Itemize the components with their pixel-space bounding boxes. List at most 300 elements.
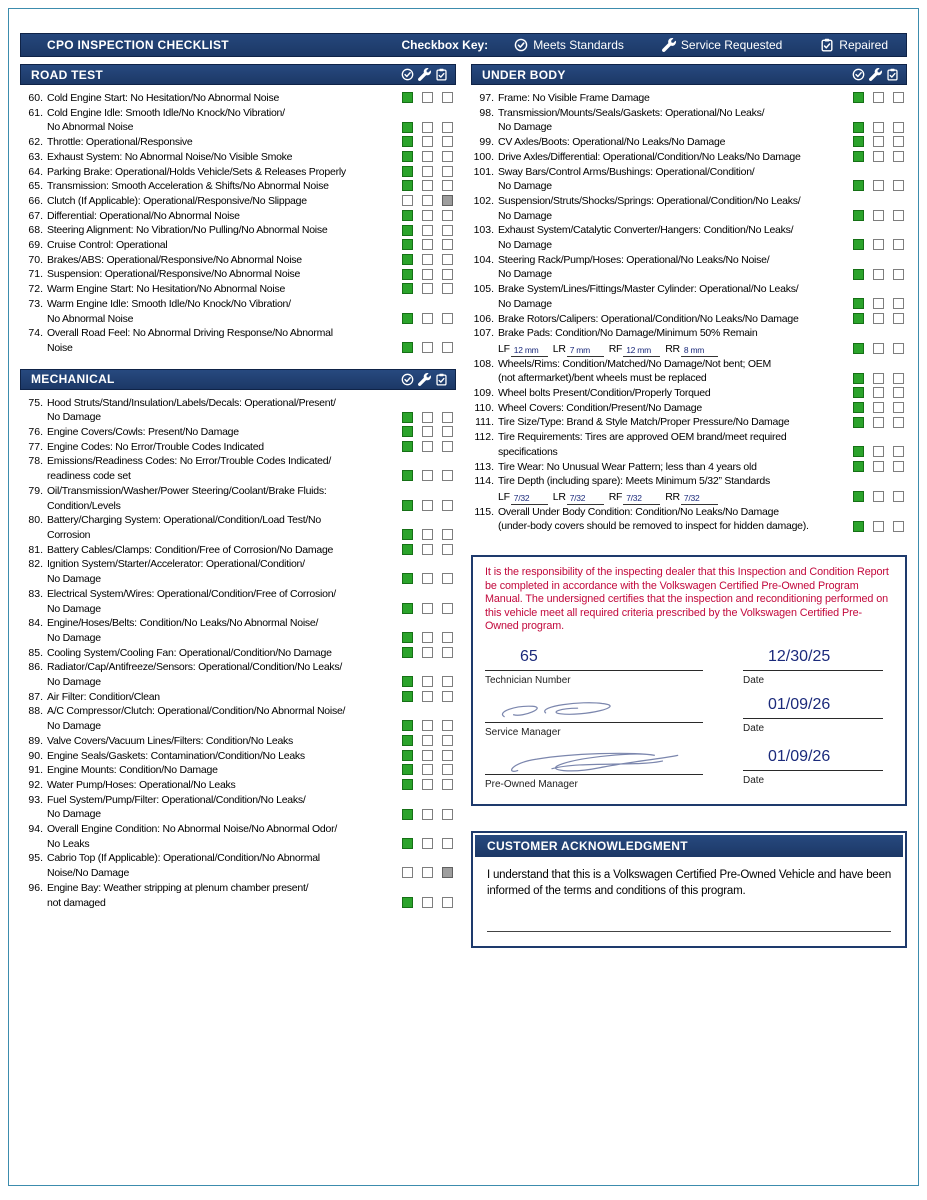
checkbox-service-requested[interactable] bbox=[422, 544, 433, 555]
checklist-item bbox=[471, 460, 907, 475]
technician-number-value[interactable]: 65 bbox=[520, 648, 538, 666]
right-column bbox=[471, 64, 907, 948]
clipboard-check-icon bbox=[886, 68, 899, 81]
item-number: 108. bbox=[473, 357, 494, 370]
checkbox-repaired[interactable] bbox=[893, 313, 904, 324]
technician-number-line bbox=[485, 670, 703, 671]
item-checkboxes bbox=[402, 210, 453, 221]
item-number: 90. bbox=[28, 749, 43, 762]
checkbox-repaired[interactable] bbox=[893, 239, 904, 250]
checkbox-repaired[interactable] bbox=[442, 426, 453, 437]
checkbox-meets-standards[interactable] bbox=[402, 269, 413, 280]
service-manager-signature[interactable] bbox=[485, 696, 703, 722]
item-checkboxes bbox=[402, 313, 453, 324]
checklist-item bbox=[20, 646, 456, 661]
checkbox-repaired[interactable] bbox=[893, 92, 904, 103]
checkbox-service-requested[interactable] bbox=[422, 897, 433, 908]
checkbox-meets-standards[interactable] bbox=[402, 838, 413, 849]
check-circle-icon bbox=[401, 373, 414, 386]
item-number: 113. bbox=[474, 460, 494, 473]
checkbox-meets-standards[interactable] bbox=[402, 529, 413, 540]
item-text: Battery Cables/Clamps: Condition/Free of Corrosion/No Damage bbox=[47, 543, 334, 556]
section-header-icons bbox=[401, 68, 448, 81]
checkbox-service-requested[interactable] bbox=[873, 239, 884, 250]
item-number: 68. bbox=[28, 224, 43, 237]
left-column bbox=[20, 64, 456, 948]
checkbox-repaired[interactable] bbox=[442, 122, 453, 133]
checkbox-meets-standards[interactable] bbox=[402, 779, 413, 790]
checkbox-repaired[interactable] bbox=[442, 764, 453, 775]
checkbox-meets-standards[interactable] bbox=[402, 735, 413, 746]
item-text: Fuel System/Pump/Filter: Operational/Condition/No Leaks/ No Damage bbox=[47, 793, 306, 821]
key-repaired bbox=[820, 38, 888, 52]
checkbox-service-requested[interactable] bbox=[422, 735, 433, 746]
checkbox-service-requested[interactable] bbox=[422, 838, 433, 849]
item-number: 95. bbox=[28, 852, 43, 865]
checkbox-meets-standards[interactable] bbox=[402, 180, 413, 191]
checkbox-repaired[interactable] bbox=[442, 195, 453, 206]
item-checkboxes bbox=[402, 720, 453, 731]
item-checkboxes bbox=[853, 92, 904, 103]
checkbox-service-requested[interactable] bbox=[422, 426, 433, 437]
checkbox-meets-standards[interactable] bbox=[402, 92, 413, 103]
checkbox-meets-standards[interactable] bbox=[402, 313, 413, 324]
item-number: 101. bbox=[473, 165, 494, 178]
checkbox-repaired[interactable] bbox=[442, 691, 453, 702]
checklist-item bbox=[471, 430, 907, 459]
checkbox-repaired[interactable] bbox=[442, 603, 453, 614]
check-circle-icon bbox=[852, 68, 865, 81]
item-checkboxes bbox=[402, 529, 453, 540]
checkbox-meets-standards[interactable] bbox=[402, 764, 413, 775]
item-text: Transmission/Mounts/Seals/Gaskets: Operational/No Leaks/ No Damage bbox=[498, 106, 765, 134]
checkbox-repaired[interactable] bbox=[893, 461, 904, 472]
checkbox-repaired[interactable] bbox=[893, 417, 904, 428]
checkbox-service-requested[interactable] bbox=[422, 313, 433, 324]
checkbox-meets-standards[interactable] bbox=[853, 521, 864, 532]
customer-acknowledgment-header: CUSTOMER ACKNOWLEDGMENT bbox=[475, 835, 903, 857]
checkbox-service-requested[interactable] bbox=[873, 402, 884, 413]
checkbox-repaired[interactable] bbox=[442, 573, 453, 584]
check-circle-icon bbox=[401, 68, 414, 81]
item-number: 98. bbox=[479, 106, 494, 119]
checkbox-meets-standards[interactable] bbox=[402, 254, 413, 265]
item-number: 111. bbox=[475, 416, 494, 429]
checkbox-service-requested[interactable] bbox=[422, 166, 433, 177]
measurement-value[interactable]: 7/32 bbox=[511, 493, 548, 505]
item-checkboxes bbox=[402, 838, 453, 849]
checkbox-service-requested[interactable] bbox=[873, 417, 884, 428]
checkbox-meets-standards[interactable] bbox=[402, 426, 413, 437]
checkbox-service-requested[interactable] bbox=[422, 809, 433, 820]
item-checkboxes bbox=[402, 867, 453, 878]
checkbox-meets-standards[interactable] bbox=[402, 195, 413, 206]
item-text: Warm Engine Start: No Hesitation/No Abnormal Noise bbox=[47, 283, 286, 296]
checkbox-service-requested[interactable] bbox=[422, 195, 433, 206]
checkbox-repaired[interactable] bbox=[893, 151, 904, 162]
checkbox-service-requested[interactable] bbox=[422, 239, 433, 250]
measurement-value[interactable]: 12 mm bbox=[623, 345, 660, 357]
checkbox-repaired[interactable] bbox=[893, 122, 904, 133]
checkbox-service-requested[interactable] bbox=[422, 151, 433, 162]
checkbox-repaired[interactable] bbox=[442, 632, 453, 643]
measurement-label: LR bbox=[552, 490, 566, 503]
checkbox-repaired[interactable] bbox=[442, 470, 453, 481]
checklist-item bbox=[471, 135, 907, 150]
checkbox-meets-standards[interactable] bbox=[853, 313, 864, 324]
item-text: Frame: No Visible Frame Damage bbox=[498, 92, 650, 104]
checklist-item bbox=[471, 282, 907, 311]
item-text: Electrical System/Wires: Operational/Condition/Free of Corrosion/ No Damage bbox=[47, 587, 336, 615]
checklist-item bbox=[20, 396, 456, 425]
mechanical-items bbox=[20, 390, 456, 911]
item-number: 103. bbox=[473, 224, 494, 237]
measurement-value[interactable]: 12 mm bbox=[511, 345, 548, 357]
checkbox-repaired[interactable] bbox=[893, 136, 904, 147]
item-text: Emissions/Readiness Codes: No Error/Trouble Codes Indicated/ readiness code set bbox=[47, 455, 331, 483]
item-number: 93. bbox=[28, 793, 43, 806]
checkbox-service-requested[interactable] bbox=[422, 412, 433, 423]
checkbox-repaired[interactable] bbox=[442, 313, 453, 324]
checkbox-service-requested[interactable] bbox=[422, 764, 433, 775]
checkbox-service-requested[interactable] bbox=[422, 573, 433, 584]
checkbox-service-requested[interactable] bbox=[873, 446, 884, 457]
item-checkboxes bbox=[402, 764, 453, 775]
checklist-item bbox=[20, 106, 456, 135]
checkbox-repaired[interactable] bbox=[442, 136, 453, 147]
checkbox-meets-standards[interactable] bbox=[853, 92, 864, 103]
item-number: 65. bbox=[28, 180, 43, 193]
checkbox-service-requested[interactable] bbox=[422, 720, 433, 731]
checkbox-repaired[interactable] bbox=[893, 387, 904, 398]
checklist-item bbox=[20, 851, 456, 880]
checkbox-meets-standards[interactable] bbox=[853, 269, 864, 280]
checkbox-repaired[interactable] bbox=[893, 491, 904, 502]
item-number: 82. bbox=[28, 558, 43, 571]
checkbox-repaired[interactable] bbox=[442, 647, 453, 658]
item-checkboxes bbox=[402, 500, 453, 511]
preowned-manager-date-value[interactable]: 01/09/26 bbox=[768, 748, 831, 766]
item-text: Radiator/Cap/Antifreeze/Sensors: Operational/Condition/No Leaks/ No Damage bbox=[47, 661, 343, 689]
checkbox-service-requested[interactable] bbox=[422, 750, 433, 761]
item-checkboxes bbox=[853, 151, 904, 162]
checkbox-meets-standards[interactable] bbox=[402, 750, 413, 761]
checkbox-repaired[interactable] bbox=[442, 269, 453, 280]
checkbox-repaired[interactable] bbox=[442, 779, 453, 790]
item-checkboxes bbox=[853, 239, 904, 250]
item-number: 70. bbox=[28, 253, 43, 266]
checkbox-meets-standards[interactable] bbox=[402, 809, 413, 820]
checkbox-repaired[interactable] bbox=[442, 529, 453, 540]
item-checkboxes bbox=[402, 603, 453, 614]
checkbox-service-requested[interactable] bbox=[873, 373, 884, 384]
checkbox-meets-standards[interactable] bbox=[402, 166, 413, 177]
checkbox-meets-standards[interactable] bbox=[853, 402, 864, 413]
checkbox-service-requested[interactable] bbox=[422, 269, 433, 280]
checkbox-meets-standards[interactable] bbox=[853, 180, 864, 191]
checkbox-service-requested[interactable] bbox=[873, 151, 884, 162]
item-text: Cold Engine Idle: Smooth Idle/No Knock/No Vibration/ No Abnormal Noise bbox=[47, 106, 285, 134]
item-text: Overall Road Feel: No Abnormal Driving Response/No Abnormal Noise bbox=[47, 327, 333, 354]
checkbox-repaired[interactable] bbox=[442, 809, 453, 820]
checkbox-service-requested[interactable] bbox=[422, 470, 433, 481]
measurement-value[interactable]: 7/32 bbox=[681, 493, 718, 505]
checkbox-service-requested[interactable] bbox=[873, 343, 884, 354]
checkbox-service-requested[interactable] bbox=[422, 254, 433, 265]
customer-signature-line[interactable] bbox=[487, 931, 891, 932]
checkbox-repaired[interactable] bbox=[442, 283, 453, 294]
checklist-item bbox=[20, 209, 456, 224]
checkbox-meets-standards[interactable] bbox=[402, 897, 413, 908]
checkbox-repaired[interactable] bbox=[893, 298, 904, 309]
checkbox-service-requested[interactable] bbox=[422, 500, 433, 511]
item-checkboxes bbox=[402, 544, 453, 555]
item-number: 92. bbox=[28, 778, 43, 791]
item-text: CV Axles/Boots: Operational/No Leaks/No Damage bbox=[498, 136, 726, 149]
checkbox-service-requested[interactable] bbox=[873, 521, 884, 532]
checkbox-meets-standards[interactable] bbox=[853, 122, 864, 133]
checkbox-repaired[interactable] bbox=[442, 166, 453, 177]
checkbox-service-requested[interactable] bbox=[422, 529, 433, 540]
checkbox-service-requested[interactable] bbox=[422, 92, 433, 103]
item-number: 72. bbox=[28, 283, 43, 296]
section-title: ROAD TEST bbox=[31, 67, 104, 82]
technician-date-value[interactable]: 12/30/25 bbox=[768, 648, 831, 666]
checkbox-repaired[interactable] bbox=[893, 343, 904, 354]
checkbox-service-requested[interactable] bbox=[422, 180, 433, 191]
checkbox-service-requested[interactable] bbox=[873, 122, 884, 133]
item-checkboxes bbox=[402, 647, 453, 658]
checkbox-repaired[interactable] bbox=[442, 720, 453, 731]
checkbox-repaired[interactable] bbox=[442, 225, 453, 236]
checkbox-repaired[interactable] bbox=[442, 750, 453, 761]
measurement-fields bbox=[498, 342, 723, 357]
checkbox-repaired[interactable] bbox=[442, 239, 453, 250]
checkbox-service-requested[interactable] bbox=[873, 298, 884, 309]
checkbox-meets-standards[interactable] bbox=[853, 387, 864, 398]
technician-date-line bbox=[743, 670, 883, 671]
checkbox-meets-standards[interactable] bbox=[853, 491, 864, 502]
checkbox-service-requested[interactable] bbox=[422, 283, 433, 294]
checklist-item bbox=[20, 454, 456, 483]
item-checkboxes bbox=[853, 136, 904, 147]
checkbox-service-requested[interactable] bbox=[873, 180, 884, 191]
checkbox-repaired[interactable] bbox=[442, 735, 453, 746]
checklist-item bbox=[20, 165, 456, 180]
measurement-value[interactable]: 7/32 bbox=[567, 493, 604, 505]
checkbox-meets-standards[interactable] bbox=[402, 691, 413, 702]
checklist-item bbox=[471, 150, 907, 165]
item-checkboxes bbox=[402, 122, 453, 133]
checkbox-repaired[interactable] bbox=[442, 254, 453, 265]
checkbox-service-requested[interactable] bbox=[422, 867, 433, 878]
certification-statement: It is the responsibility of the inspecting dealer that this Inspection and Condition Report be completed in accordance with the Volkswagen Certified Pre-Owned Program Manual. The undersigned certifies that the inspection and reconditioning performed on this vehicle meet all required criteria prescribed by the Volkswagen Certified Pre-Owned program. bbox=[485, 566, 889, 633]
checkbox-meets-standards[interactable] bbox=[853, 343, 864, 354]
item-text: Oil/Transmission/Washer/Power Steering/Coolant/Brake Fluids: Condition/Levels bbox=[47, 484, 327, 512]
checkbox-repaired[interactable] bbox=[442, 92, 453, 103]
page-title: CPO INSPECTION CHECKLIST bbox=[47, 38, 229, 52]
checkbox-meets-standards[interactable] bbox=[402, 239, 413, 250]
checkbox-repaired[interactable] bbox=[442, 180, 453, 191]
checkbox-repaired[interactable] bbox=[442, 676, 453, 687]
checkbox-meets-standards[interactable] bbox=[853, 151, 864, 162]
checkbox-service-requested[interactable] bbox=[422, 122, 433, 133]
checkbox-service-requested[interactable] bbox=[873, 269, 884, 280]
checkbox-service-requested[interactable] bbox=[422, 136, 433, 147]
item-text: Wheels/Rims: Condition/Matched/No Damage/Not bent; OEM (not aftermarket)/bent wheels must be replaced bbox=[498, 357, 772, 385]
checkbox-meets-standards[interactable] bbox=[402, 573, 413, 584]
checkbox-meets-standards[interactable] bbox=[402, 676, 413, 687]
checkbox-repaired[interactable] bbox=[442, 441, 453, 452]
preowned-manager-label: Pre-Owned Manager bbox=[485, 779, 578, 791]
item-text: Overall Under Body Condition: Condition/No Leaks/No Damage (under-body covers should be removed to inspect for hidden damage). bbox=[498, 505, 809, 533]
measurement-value[interactable]: 7/32 bbox=[623, 493, 660, 505]
item-number: 96. bbox=[28, 881, 43, 894]
checkbox-meets-standards[interactable] bbox=[402, 136, 413, 147]
checkbox-meets-standards[interactable] bbox=[853, 210, 864, 221]
item-text: Sway Bars/Control Arms/Bushings: Operational/Condition/ No Damage bbox=[498, 165, 755, 193]
checklist-item bbox=[20, 616, 456, 645]
checkbox-service-requested[interactable] bbox=[422, 647, 433, 658]
checklist-item bbox=[20, 223, 456, 238]
item-checkboxes bbox=[402, 136, 453, 147]
checkbox-repaired[interactable] bbox=[442, 838, 453, 849]
preowned-manager-signature[interactable] bbox=[485, 748, 703, 774]
checkbox-meets-standards[interactable] bbox=[402, 283, 413, 294]
checkbox-meets-standards[interactable] bbox=[853, 239, 864, 250]
item-checkboxes bbox=[402, 283, 453, 294]
checkbox-meets-standards[interactable] bbox=[402, 500, 413, 511]
item-checkboxes bbox=[402, 342, 453, 353]
checkbox-service-requested[interactable] bbox=[422, 779, 433, 790]
item-checkboxes bbox=[402, 809, 453, 820]
item-text: Valve Covers/Vacuum Lines/Filters: Condition/No Leaks bbox=[47, 734, 294, 747]
checkbox-meets-standards[interactable] bbox=[402, 470, 413, 481]
checkbox-meets-standards[interactable] bbox=[402, 122, 413, 133]
item-text: Tire Requirements: Tires are approved OEM brand/meet required specifications bbox=[498, 431, 787, 458]
item-number: 60. bbox=[28, 92, 43, 104]
measurement-value[interactable]: 8 mm bbox=[681, 345, 718, 357]
checkbox-meets-standards[interactable] bbox=[402, 225, 413, 236]
item-number: 67. bbox=[28, 209, 43, 222]
checkbox-meets-standards[interactable] bbox=[402, 412, 413, 423]
checkbox-meets-standards[interactable] bbox=[402, 210, 413, 221]
checkbox-repaired[interactable] bbox=[442, 500, 453, 511]
checklist-item bbox=[471, 91, 907, 106]
checklist-item bbox=[20, 704, 456, 733]
checkbox-service-requested[interactable] bbox=[422, 632, 433, 643]
signature-icon bbox=[491, 746, 691, 778]
checkbox-service-requested[interactable] bbox=[873, 92, 884, 103]
checkbox-meets-standards[interactable] bbox=[853, 417, 864, 428]
checkbox-service-requested[interactable] bbox=[422, 676, 433, 687]
checkbox-repaired[interactable] bbox=[442, 867, 453, 878]
item-text: Engine Covers/Cowls: Present/No Damage bbox=[47, 426, 239, 439]
measurement-value[interactable]: 7 mm bbox=[567, 345, 604, 357]
checkbox-meets-standards[interactable] bbox=[853, 136, 864, 147]
checkbox-repaired[interactable] bbox=[442, 544, 453, 555]
checkbox-meets-standards[interactable] bbox=[402, 720, 413, 731]
measurement-label: LF bbox=[498, 342, 510, 355]
item-text: Engine Codes: No Error/Trouble Codes Indicated bbox=[47, 440, 264, 453]
checkbox-meets-standards[interactable] bbox=[402, 544, 413, 555]
checkbox-repaired[interactable] bbox=[442, 342, 453, 353]
checkbox-repaired[interactable] bbox=[893, 210, 904, 221]
checkbox-repaired[interactable] bbox=[442, 210, 453, 221]
checkbox-service-requested[interactable] bbox=[422, 342, 433, 353]
item-text: Overall Engine Condition: No Abnormal Noise/No Abnormal Odor/ No Leaks bbox=[47, 823, 337, 850]
item-number: 76. bbox=[28, 426, 43, 439]
checkbox-meets-standards[interactable] bbox=[402, 441, 413, 452]
item-checkboxes bbox=[402, 254, 453, 265]
checkbox-repaired[interactable] bbox=[442, 897, 453, 908]
item-checkboxes bbox=[402, 676, 453, 687]
checkbox-repaired[interactable] bbox=[893, 402, 904, 413]
item-checkboxes bbox=[853, 521, 904, 532]
item-text: Cruise Control: Operational bbox=[47, 239, 168, 252]
checkbox-repaired[interactable] bbox=[893, 269, 904, 280]
service-manager-date-value[interactable]: 01/09/26 bbox=[768, 696, 831, 714]
item-checkboxes bbox=[402, 239, 453, 250]
checkbox-meets-standards[interactable] bbox=[402, 151, 413, 162]
checkbox-meets-standards[interactable] bbox=[853, 373, 864, 384]
item-number: 102. bbox=[473, 194, 494, 207]
checkbox-meets-standards[interactable] bbox=[402, 867, 413, 878]
item-checkboxes bbox=[853, 269, 904, 280]
checkbox-service-requested[interactable] bbox=[873, 313, 884, 324]
item-checkboxes bbox=[402, 573, 453, 584]
checkbox-service-requested[interactable] bbox=[873, 461, 884, 472]
checkbox-service-requested[interactable] bbox=[422, 691, 433, 702]
checklist-item bbox=[471, 357, 907, 386]
checkbox-service-requested[interactable] bbox=[873, 210, 884, 221]
checkbox-repaired[interactable] bbox=[442, 151, 453, 162]
checkbox-service-requested[interactable] bbox=[422, 603, 433, 614]
check-circle-icon bbox=[514, 38, 528, 52]
checkbox-meets-standards[interactable] bbox=[402, 632, 413, 643]
item-checkboxes bbox=[853, 387, 904, 398]
item-number: 74. bbox=[28, 327, 43, 340]
checkbox-service-requested[interactable] bbox=[873, 387, 884, 398]
item-checkboxes bbox=[853, 180, 904, 191]
checkbox-service-requested[interactable] bbox=[422, 210, 433, 221]
checklist-item bbox=[20, 749, 456, 764]
checklist-item bbox=[20, 734, 456, 749]
checkbox-meets-standards[interactable] bbox=[402, 603, 413, 614]
checkbox-meets-standards[interactable] bbox=[402, 647, 413, 658]
checkbox-service-requested[interactable] bbox=[422, 441, 433, 452]
checklist-item bbox=[20, 881, 456, 910]
checkbox-repaired[interactable] bbox=[442, 412, 453, 423]
checkbox-meets-standards[interactable] bbox=[402, 342, 413, 353]
date-label: Date bbox=[743, 675, 765, 687]
item-text: Steering Alignment: No Vibration/No Pulling/No Abnormal Noise bbox=[47, 224, 328, 237]
checkbox-service-requested[interactable] bbox=[873, 491, 884, 502]
wrench-icon bbox=[418, 373, 431, 386]
checkbox-meets-standards[interactable] bbox=[853, 461, 864, 472]
checkbox-service-requested[interactable] bbox=[873, 136, 884, 147]
checkbox-repaired[interactable] bbox=[893, 521, 904, 532]
checkbox-meets-standards[interactable] bbox=[853, 446, 864, 457]
item-number: 87. bbox=[28, 690, 43, 703]
checkbox-repaired[interactable] bbox=[893, 373, 904, 384]
item-checkboxes bbox=[402, 269, 453, 280]
checkbox-service-requested[interactable] bbox=[422, 225, 433, 236]
checkbox-repaired[interactable] bbox=[893, 446, 904, 457]
checkbox-meets-standards[interactable] bbox=[853, 298, 864, 309]
checkbox-repaired[interactable] bbox=[893, 180, 904, 191]
preowned-manager-date-line bbox=[743, 770, 883, 771]
